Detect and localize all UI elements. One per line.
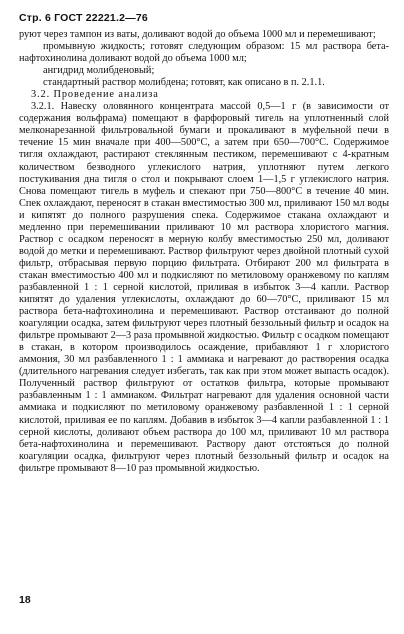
paragraph-continuation: руют через тампон из ваты, доливают водой до объема 1000 мл и перемешивают;	[19, 29, 376, 40]
paragraph-molybdenum-anhydride: ангидрид молибденовый;	[43, 65, 155, 77]
page-header: Стр. 6 ГОСТ 22221.2—76	[19, 12, 148, 24]
body-text	[19, 29, 389, 475]
section-heading: 3.2. Проведение анализа	[31, 89, 159, 101]
paragraph-procedure: 3.2.1. Навеску оловянного концентрата массой 0,5—1 г (в зависимости от содержания вольфрама) помещают в фарфоровый тигель на уплотненный слой мелконарезанной фильтровальной бумаги и прокаливают в муфельной печи в течение 15 мин вначале при 400—500°С, а затем при 650—700°С. Содержимое тигля охлаждают, растирают стеклянным пестиком, перемешивают с 4-кратным количеством безводного углекислого натрия, уплотняют путем легкого постукивания дна тигля о стол и покрывают слоем 1—1,5 г углекислого натрия. Снова помещают тигель в муфель и спекают при 750—800°С в течение 40 мин. Спек охлаждают, переносят в стакан вместимостью 300 мл, приливают 150 мл воды и кипятят до полного разрушения спека. Содержимое стакана охлаждают и медленно при перемешивании приливают 10 мл раствора хлористого магния. Раствор с осадком переносят в мерную колбу вместимостью 250 мл, доливают водой до метки и перемешивают. Раствор фильтруют через двойной плотный сухой фильтр, отбрасывая первую порцию фильтрата. Отбирают 200 мл фильтрата в стакан вместимостью 400 мл и подкисляют по метиловому оранжевому по каплям разбавленной 1 : 1 серной кислотой, приливая в избыток 3—4 капли. Раствор кипятят до удаления углекислоты, охлаждают до 60—70°С, приливают 15 мл раствора бета-нафтохинолина и перемешивают. Раствор отстаивают до полной коагуляции осадка, затем фильтруют через плотный беззольный фильтр и осадок на фильтре промывают 2—3 раза промывной жидкостью. Фильтр с осадком помещают в стакан, в котором производилось осаждение, прибавляют 1 г хлористого аммония, 30 мл разбавленного 1 : 1 аммиака и нагревают до растворения осадка (длительного нагревания следует избегать, так как при этом может выпасть осадок). Полученный раствор фильтруют от остатков фильтра, которые промывают разбавленным 1 : 1 аммиаком. Фильтрат нагревают для удаления основной части аммиака и подкисляют по метиловому оранжевому разбавленной 1 : 1 серной кислотой, приливая ее по каплям. Добавив в избыток 3—4 капли разбавленной 1 : 1 серной кислоты, доливают объем раствора до 100 мл, приливают 10 мл раствора бета-нафтохинолина и перемешивают. Раствору дают отстояться до полной коагуляции осадка, фильтруют через плотный беззольный фильтр и осадок на фильтре промывают 8—10 раз промывной жидкостью.	[19, 101, 390, 474]
paragraph-standard-solution: стандартный раствор молибдена; готовят, как описано в п. 2.1.1.	[43, 77, 325, 89]
page-number: 18	[19, 594, 31, 606]
paragraph-wash-liquid: промывную жидкость; готовят следующим образом: 15 мл раствора бета-нафтохинолина доливают водой до объема 1000 мл;	[19, 41, 389, 65]
